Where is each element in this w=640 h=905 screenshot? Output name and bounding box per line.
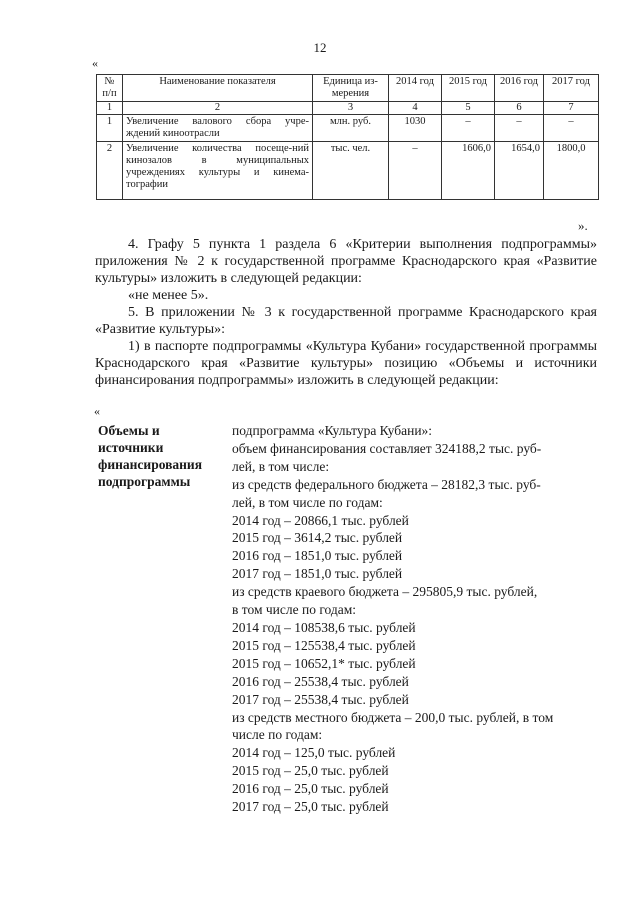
header-cell: 2017 год xyxy=(544,75,599,102)
financing-line: 2016 год – 1851,0 тыс. рублей xyxy=(232,548,403,564)
paragraph-4-value: «не менее 5». xyxy=(128,288,209,303)
indicators-table xyxy=(96,74,599,200)
indicator-name: Увеличение количества посеще-ний кинозалов в муниципальных учреждениях культуры и кинема-тографии xyxy=(123,142,313,200)
financing-line: 2017 год – 1851,0 тыс. рублей xyxy=(232,566,403,582)
opening-quote: « xyxy=(94,404,100,418)
value-2017: – xyxy=(544,115,599,142)
passport-label-line: источники xyxy=(98,440,164,455)
financing-line: 2014 год – 108538,6 тыс. рублей xyxy=(232,619,416,635)
passport-label-line: финансирования xyxy=(98,457,203,472)
indicator-name: Увеличение валового сбора учре-ждений киноотрасли xyxy=(123,115,313,142)
header-cell: 2014 год xyxy=(389,75,442,102)
paragraph-5: 5. В приложении № 3 к государственной программе Краснодарского края «Развитие культуры»: xyxy=(95,305,597,337)
header-cell: 2015 год xyxy=(442,75,495,102)
financing-line: объем финансирования составляет 324188,2 тыс. руб- xyxy=(232,440,542,456)
row-number: 1 xyxy=(97,115,123,142)
financing-line: лей, в том числе: xyxy=(232,458,330,474)
financing-line: 2016 год – 25538,4 тыс. рублей xyxy=(232,673,409,689)
paragraph-4: 4. Графу 5 пункта 1 раздела 6 «Критерии выполнения подпрограммы» приложения № 2 к государственной программе Краснодарского края «Развитие культуры» изложить в следующей редакции: xyxy=(95,237,597,286)
header-cell: Единица из-мерения xyxy=(313,75,389,102)
financing-line: 2017 год – 25,0 тыс. рублей xyxy=(232,799,389,815)
financing-line: лей, в том числе по годам: xyxy=(232,494,383,510)
financing-line: 2015 год – 3614,2 тыс. рублей xyxy=(232,530,403,546)
value-2015: – xyxy=(442,115,495,142)
column-number: 2 xyxy=(123,102,313,115)
financing-line: 2014 год – 20866,1 тыс. рублей xyxy=(232,512,409,528)
unit-cell: тыс. чел. xyxy=(313,142,389,200)
column-number: 4 xyxy=(389,102,442,115)
header-cell: 2016 год xyxy=(495,75,544,102)
passport-label xyxy=(98,422,223,490)
header-cell: № п/п xyxy=(97,75,123,102)
column-number: 1 xyxy=(97,102,123,115)
table-row xyxy=(97,142,599,200)
value-2014: – xyxy=(389,142,442,200)
value-2016: – xyxy=(495,115,544,142)
financing-line: в том числе по годам: xyxy=(232,602,357,618)
financing-line: 2015 год – 10652,1* тыс. рублей xyxy=(232,655,416,671)
table-row xyxy=(97,115,599,142)
value-2017: 1800,0 xyxy=(544,142,599,200)
financing-details xyxy=(232,422,596,816)
value-2016: 1654,0 xyxy=(495,142,544,200)
financing-line: из средств краевого бюджета – 295805,9 тыс. рублей, xyxy=(232,584,538,600)
financing-line: из средств федерального бюджета – 28182,3 тыс. руб- xyxy=(232,476,541,492)
table-header-row xyxy=(97,75,599,102)
financing-line: подпрограмма «Культура Кубани»: xyxy=(232,423,433,438)
row-number: 2 xyxy=(97,142,123,200)
financing-line: числе по годам: xyxy=(232,727,323,743)
financing-line: из средств местного бюджета – 200,0 тыс. рублей, в том xyxy=(232,709,554,725)
column-number: 6 xyxy=(495,102,544,115)
column-number: 5 xyxy=(442,102,495,115)
financing-line: 2015 год – 25,0 тыс. рублей xyxy=(232,763,389,779)
financing-line: 2014 год – 125,0 тыс. рублей xyxy=(232,745,396,761)
closing-quote: ». xyxy=(578,218,588,233)
passport-label-line: подпрограммы xyxy=(98,474,191,489)
unit-cell: млн. руб. xyxy=(313,115,389,142)
financing-line: 2016 год – 25,0 тыс. рублей xyxy=(232,781,389,797)
financing-line: 2015 год – 125538,4 тыс. рублей xyxy=(232,637,416,653)
passport-label-line: Объемы и xyxy=(98,423,160,438)
column-number: 7 xyxy=(544,102,599,115)
financing-line: 2017 год – 25538,4 тыс. рублей xyxy=(232,691,409,707)
value-2014: 1030 xyxy=(389,115,442,142)
opening-quote: « xyxy=(92,56,98,70)
paragraph-5-1: 1) в паспорте подпрограммы «Культура Кубани» государственной программы Краснодарского края «Развитие культуры» позицию «Объемы и источники финансирования подпрограммы» изложить в следующей редакции: xyxy=(95,339,597,388)
column-number-row xyxy=(97,102,599,115)
value-2015: 1606,0 xyxy=(442,142,495,200)
column-number: 3 xyxy=(313,102,389,115)
page-number: 12 xyxy=(313,40,327,55)
header-cell: Наименование показателя xyxy=(123,75,313,102)
